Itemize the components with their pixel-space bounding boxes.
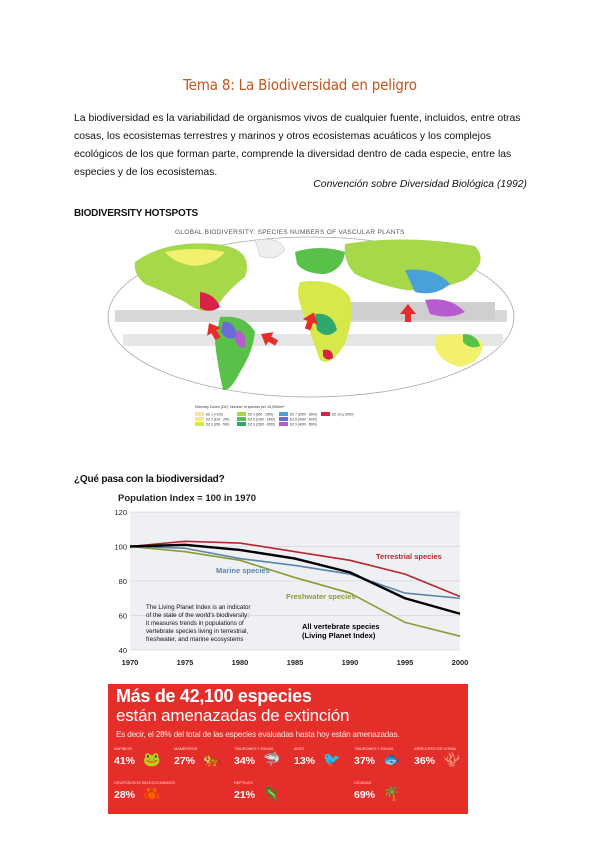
legend-swatch bbox=[237, 422, 246, 426]
intro-paragraph: La biodiversidad es la variabilidad de organismos vivos de cualquier fuente, incluidos, entre otras cosas, los ecosistemas terrestres y marinos y otros ecosistemas acuáticos y los complejos ecológicos de los que forman parte, comprende la diversidad dentro de cada especie, entre las especies y de los ecosistemas. bbox=[74, 113, 521, 178]
threat-banner bbox=[108, 684, 468, 814]
biodiversity-map bbox=[105, 222, 517, 427]
legend-label: DZ 9 (4000 - 5000) bbox=[290, 422, 317, 427]
legend-swatch bbox=[321, 412, 330, 416]
stat-value: 36% bbox=[414, 755, 436, 767]
chart-annotation bbox=[146, 604, 251, 643]
map-title: GLOBAL BIODIVERSITY: SPECIES NUMBERS OF VASCULAR PLANTS bbox=[175, 229, 405, 236]
legend-label: DZ 10 (≥ 5000) bbox=[332, 412, 354, 417]
annotation-line: freshwater, and marine ecosystems bbox=[146, 636, 244, 643]
legend-swatch bbox=[279, 417, 288, 421]
stat-label: ANFIBIOS bbox=[114, 746, 132, 751]
x-tick-label: 2000 bbox=[451, 658, 469, 667]
stat-palm bbox=[354, 780, 414, 814]
y-tick-label: 80 bbox=[118, 577, 127, 586]
stat-label: AVES bbox=[294, 746, 304, 751]
stat-bird bbox=[294, 746, 354, 786]
legend-swatch bbox=[279, 412, 288, 416]
map-legend-title: Diversity Zones (DZ): Number of species per 10,000km² bbox=[195, 405, 285, 409]
legend-swatch bbox=[195, 417, 204, 421]
stat-lizard bbox=[234, 780, 294, 814]
banner-headline: Más de 42,100 especies bbox=[116, 686, 312, 706]
stat-value: 13% bbox=[294, 755, 316, 767]
bird-icon: 🐦 bbox=[323, 751, 341, 767]
x-tick-label: 1970 bbox=[121, 658, 139, 667]
y-tick-label: 40 bbox=[118, 646, 127, 655]
annotation-line: The Living Planet Index is an indicator bbox=[146, 604, 251, 611]
living-planet-chart bbox=[108, 488, 470, 672]
x-tick-label: 1980 bbox=[231, 658, 249, 667]
y-tick-label: 100 bbox=[114, 542, 127, 552]
chart-title: Population Index = 100 in 1970 bbox=[118, 493, 257, 504]
stat-value: 69% bbox=[354, 789, 376, 801]
all-vertebrate-label-1: All vertebrate species bbox=[302, 622, 380, 631]
stat-value: 34% bbox=[234, 755, 256, 767]
legend-swatch bbox=[237, 412, 246, 416]
tiger-icon: 🐅 bbox=[203, 751, 221, 767]
banner-caption: Es decir, el 28% del total de las especies evaluadas hasta hoy están amenazadas. bbox=[116, 730, 400, 739]
stat-coral bbox=[414, 746, 468, 786]
annotation-line: of the state of the world's biodiversity: bbox=[146, 612, 249, 619]
y-tick-label: 60 bbox=[118, 611, 127, 621]
legend-swatch bbox=[195, 412, 204, 416]
x-tick-label: 1995 bbox=[396, 658, 414, 667]
legend-label: DZ 7 (2000 - 3000) bbox=[290, 412, 317, 417]
stat-crab bbox=[114, 780, 174, 814]
x-tick-label: 1985 bbox=[286, 658, 304, 667]
annotation-line: vertebrate species living in terrestrial, bbox=[146, 628, 249, 635]
stat-value: 37% bbox=[354, 755, 376, 767]
crab-icon: 🦀 bbox=[143, 785, 161, 801]
banner-subheadline: están amenazadas de extinción bbox=[116, 706, 350, 725]
legend-label: DZ 4 (500 - 1000) bbox=[248, 412, 274, 417]
ray-icon: 🐟 bbox=[383, 751, 401, 767]
legend-swatch bbox=[195, 422, 204, 426]
stat-label: TIBURONES Y RAYAS bbox=[354, 746, 394, 751]
page-title: Tema 8: La Biodiversidad en peligro bbox=[183, 76, 417, 94]
stat-label: CRUSTÁCEOS SELECCIONADOS bbox=[114, 780, 175, 785]
legend-label: DZ 5 (1000 - 1500) bbox=[248, 417, 275, 422]
quote-source: Convención sobre Diversidad Biológica (1992) bbox=[313, 179, 527, 190]
stat-value: 27% bbox=[174, 755, 196, 767]
legend-swatch bbox=[279, 422, 288, 426]
stat-label: TIBURONES Y RAYAS bbox=[234, 746, 274, 751]
stat-label: ARRECIFES DE CORAL bbox=[414, 746, 457, 751]
x-tick-label: 1990 bbox=[341, 658, 359, 667]
map-legend bbox=[195, 412, 353, 427]
legend-label: DZ 8 (3000 - 4000) bbox=[290, 417, 317, 422]
lizard-icon: 🦎 bbox=[263, 785, 281, 801]
stat-value: 28% bbox=[114, 789, 136, 801]
legend-label: DZ 2 (100 - 200) bbox=[206, 417, 230, 422]
all-vertebrate-label-2: (Living Planet Index) bbox=[302, 631, 376, 640]
legend-label: DZ 3 (200 - 500) bbox=[206, 422, 230, 427]
palm-icon: 🌴 bbox=[383, 785, 401, 801]
legend-label: DZ 1 (<100) bbox=[206, 412, 224, 417]
coral-icon: 🪸 bbox=[443, 751, 461, 767]
que-pasa-heading: ¿Qué pasa con la biodiversidad? bbox=[74, 474, 225, 485]
x-tick-label: 1975 bbox=[176, 658, 194, 667]
legend-swatch bbox=[237, 417, 246, 421]
annotation-line: it measures trends in populations of bbox=[146, 620, 244, 627]
shark-icon: 🦈 bbox=[263, 751, 281, 767]
stat-value: 21% bbox=[234, 789, 256, 801]
map-svg bbox=[105, 222, 517, 427]
hotspots-heading: BIODIVERSITY HOTSPOTS bbox=[74, 208, 198, 219]
stat-label: CÍCADAS bbox=[354, 780, 372, 785]
freshwater-label: Freshwater species bbox=[286, 592, 356, 601]
chart-svg bbox=[108, 488, 470, 672]
frog-icon: 🐸 bbox=[143, 751, 161, 767]
y-tick-label: 120 bbox=[114, 508, 127, 517]
marine-label: Marine species bbox=[216, 566, 270, 575]
stat-value: 41% bbox=[114, 755, 136, 767]
stat-tiger bbox=[174, 746, 234, 786]
stat-label: MAMÍFEROS bbox=[174, 746, 198, 751]
terrestrial-label: Terrestrial species bbox=[376, 552, 442, 561]
stat-label: REPTILES bbox=[234, 780, 253, 785]
legend-label: DZ 6 (1500 - 2000) bbox=[248, 422, 275, 427]
